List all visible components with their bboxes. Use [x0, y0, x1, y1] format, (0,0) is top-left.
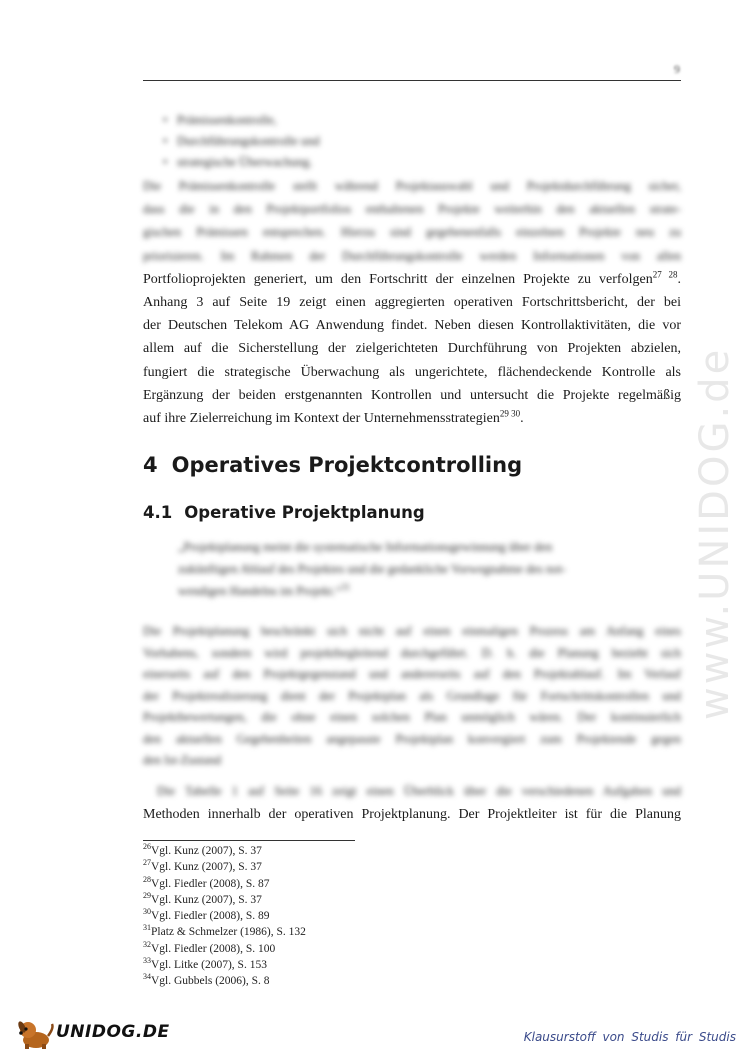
footnote-number: 33	[143, 956, 151, 966]
text-segment: priorisieren. Im Rahmen der Durchführungskontrolle werden Informationen von allen	[143, 248, 681, 263]
footnote-number: 26	[143, 842, 151, 852]
footnote-number: 32	[143, 939, 151, 949]
text-line: „Projektplanung meint die systematische Informationsgewinnung über den	[178, 540, 553, 554]
footnote-text: Vgl. Fiedler (2008), S. 87	[151, 877, 270, 890]
text-line: Ergänzung der beiden erstgenannten Kontrollen und untersucht die Projekte regelmäßig	[143, 387, 681, 403]
text-line: gischen Prämissen entsprechen. Hierzu sind gegebenenfalls einzelnen Projekte neu zu	[143, 225, 681, 240]
logo-text: UNIDOG.DE	[56, 1022, 170, 1042]
dog-icon	[16, 1018, 56, 1050]
subsection-number: 4.1	[143, 503, 173, 522]
footnote	[143, 876, 306, 892]
footnote-text: Vgl. Kunz (2007), S. 37	[151, 861, 262, 874]
paragraph-portfolio-control	[143, 175, 681, 430]
text-line: der Deutschen Telekom AG Anwendung findet. Neben diesen Kontrollaktivitäten, die vor	[143, 318, 681, 334]
text-line: allem auf die Sicherstellung der zielgerichteten Durchführung von Projekten abzielen,	[143, 341, 681, 357]
watermark: www.UNIDOG.de	[692, 346, 738, 720]
unidog-logo[interactable]	[10, 1012, 170, 1052]
footnote-number: 30	[143, 907, 151, 917]
blurred-text-block	[143, 175, 681, 268]
footnote-text: Vgl. Fiedler (2008), S. 89	[151, 910, 270, 923]
text-segment: .	[520, 411, 524, 427]
paragraph-planning	[143, 621, 681, 772]
list-item: • Prämissenkontrolle,	[163, 110, 320, 131]
footnote-number: 34	[143, 972, 151, 982]
text-line	[143, 407, 681, 430]
footnote-ref[interactable]: 27 28	[652, 269, 678, 280]
section-number: 4	[143, 453, 158, 477]
text-line: Projektbewertungen, die ohne einen solchen Plan unmöglich wären. Der kontinuierlich	[143, 710, 681, 724]
page-number: 9	[674, 62, 680, 76]
footnote	[143, 924, 306, 940]
footnote	[143, 941, 306, 957]
footnote-ref[interactable]: 29 30	[499, 408, 521, 419]
bullet-list	[163, 110, 320, 173]
footnote	[143, 859, 306, 875]
text-line	[143, 245, 681, 268]
text-line	[178, 580, 648, 602]
footnote-number: 31	[143, 923, 151, 933]
list-item: • strategische Überwachung.	[163, 152, 320, 173]
footnote-number: 27	[143, 858, 151, 868]
text-line: zukünftigen Ablauf des Projektes und die gedankliche Vorwegnahme des not-	[178, 562, 566, 576]
paragraph-table-overview	[143, 780, 681, 826]
subsection-heading	[143, 503, 425, 522]
text-line: Die Tabelle 1 auf Seite 16 zeigt einen Überblick über die verschiedenen Aufgaben und	[157, 784, 681, 798]
text-segment: wendigen Handelns im Projekt.“	[178, 584, 342, 598]
footnote	[143, 957, 306, 973]
footnote-text: Vgl. Kunz (2007), S. 37	[151, 845, 262, 857]
text-line: Anhang 3 auf Seite 19 zeigt einen aggregierten operativen Fortschrittsbericht, der bei	[143, 295, 681, 311]
section-title: Operatives Projektcontrolling	[171, 453, 523, 477]
header-rule	[143, 80, 681, 81]
footnote-text: Vgl. Kunz (2007), S. 37	[151, 893, 262, 906]
text-line: Die Projektplanung beschränkt sich nicht auf einen einmaligen Prozess am Anfang eines	[143, 624, 681, 638]
text-line: Vorhabens, sondern wird projektbegleitend durchgeführt. D. h. die Planung bezieht sich	[143, 645, 681, 660]
block-quote	[178, 536, 648, 602]
text-line	[143, 268, 681, 291]
footnote	[143, 843, 306, 859]
text-segment: Portfolioprojekten generiert, um den Fortschritt der einzelnen Projekte zu verfolgen	[143, 271, 653, 287]
footnote	[143, 892, 306, 908]
text-line: der Projektrealisierung dient der Projektplan als Grundlage für Fortschrittskontrollen und	[143, 688, 681, 703]
text-line: den Ist-Zustand	[143, 753, 222, 767]
text-segment: .	[677, 271, 681, 287]
footnote-text: Vgl. Litke (2007), S. 153	[151, 959, 267, 972]
text-line: fungiert die strategische Überwachung als ungerichtete, flächendeckende Kontrolle als	[143, 364, 681, 380]
text-line: Methoden innerhalb der operativen Projektplanung. Der Projektleiter ist für die Planung	[143, 807, 681, 823]
footnote-list	[143, 843, 306, 990]
text-line: einerseits auf den Projektgegenstand und andererseits auf den Projektablauf. Im Verlauf	[143, 667, 681, 681]
text-line: den aktuellen Gegebenheiten angepasste Projektplan konvergiert zum Projektende gegen	[143, 731, 681, 746]
footnote-text: Platz & Schmelzer (1986), S. 132	[151, 926, 306, 939]
section-heading	[143, 453, 522, 477]
text-line: Die Prämissenkontrolle stellt während Projektauswahl und Projektdurchführung sicher,	[143, 179, 681, 193]
footnote-number: 29	[143, 891, 151, 901]
footnote	[143, 973, 306, 989]
footnote-ref[interactable]: 31	[341, 581, 351, 592]
subsection-title: Operative Projektplanung	[184, 503, 425, 522]
footnote-number: 28	[143, 874, 151, 884]
footnote-text: Vgl. Fiedler (2008), S. 100	[151, 942, 276, 955]
footnote-rule	[143, 840, 355, 841]
text-line: dass die in den Projektportfolios enthaltenen Projekte weiterhin den aktuellen strate-	[143, 202, 681, 217]
footnote	[143, 908, 306, 924]
list-item: • Durchführungskontrolle und	[163, 131, 320, 152]
text-segment: auf ihre Zielerreichung im Kontext der Unternehmensstrategien	[143, 411, 500, 427]
footer-slogan: Klausurstoff von Studis für Studis	[523, 1030, 736, 1044]
footnote-text: Vgl. Gubbels (2006), S. 8	[151, 975, 270, 988]
